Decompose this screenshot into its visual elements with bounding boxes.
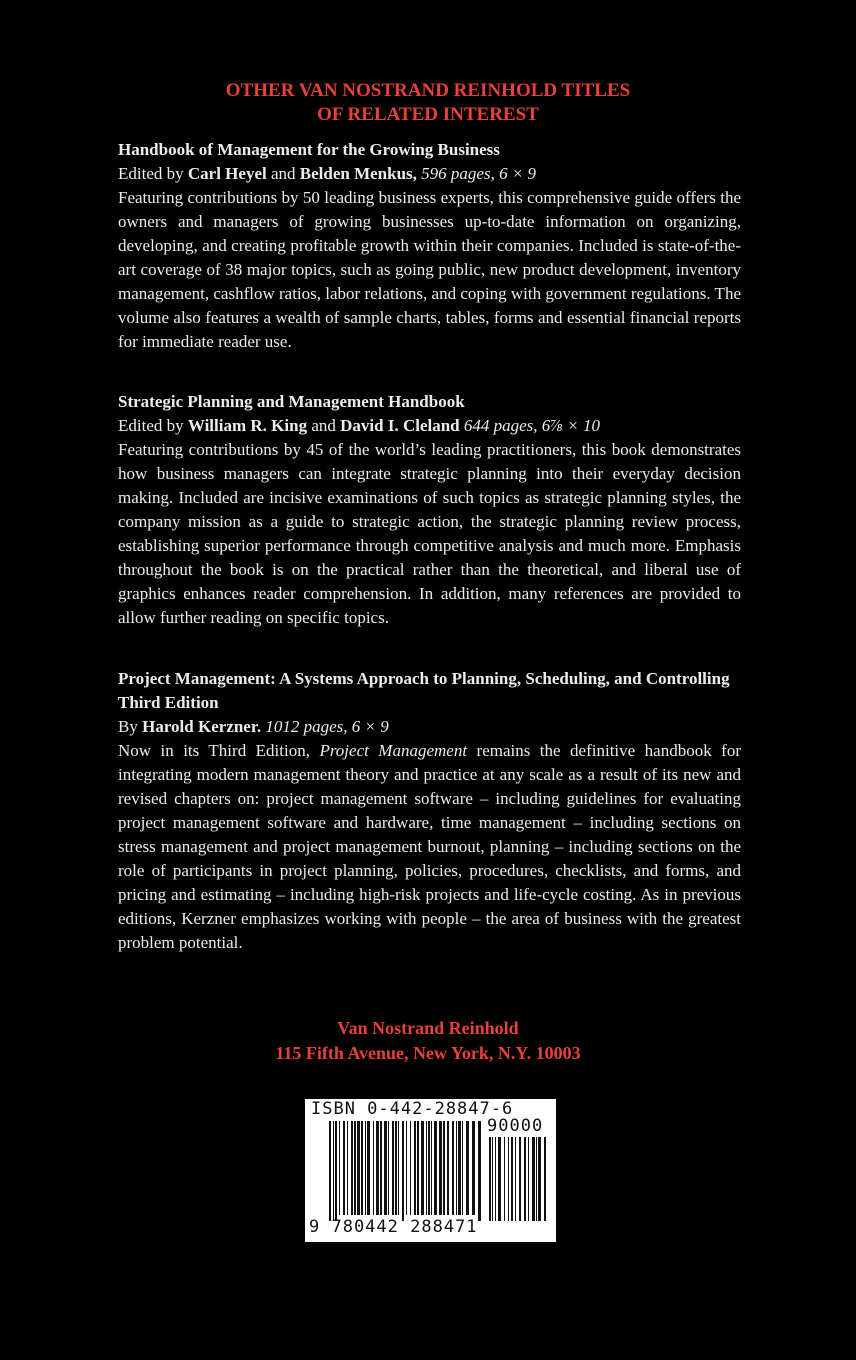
barcode-bar (347, 1121, 348, 1215)
barcode-bar (335, 1121, 337, 1221)
barcode-addon-bar (532, 1137, 535, 1221)
book-title: Project Management: A Systems Approach to Planning, Scheduling, and Controlling (118, 669, 730, 688)
section-heading (0, 79, 856, 127)
barcode-bar (388, 1121, 389, 1215)
barcode-bar (426, 1121, 427, 1215)
barcode-bar (452, 1121, 454, 1215)
book-description: Featuring contributions by 45 of the world’s leading practitioners, this book demonstrates how business managers can integrate strategic planning into their everyday decision making. Included are incisive examinations of such topics as strategic planning styles, the company mission as a guide to strategic action, the strategic planning review process, establishing superior performance through competitive analysis and much more. Emphasis throughout the book is on the practical rather than the theoretical, and liberal use of graphics enhances reader comprehension. In addition, many references are provided to allow further reading on specific topics. (118, 440, 741, 627)
book-byline: Edited by Carl Heyel and Belden Menkus, 596 pages, 6 × 9 (118, 164, 537, 183)
book-byline: By Harold Kerzner. 1012 pages, 6 × 9 (118, 717, 389, 736)
barcode-bar (462, 1121, 463, 1215)
barcode-bar (458, 1121, 461, 1215)
barcode-bar (421, 1121, 424, 1215)
barcode-bar (472, 1121, 475, 1215)
barcode-bar (365, 1121, 366, 1215)
barcode-addon-bar (544, 1137, 546, 1221)
isbn-number: ISBN 0-442-28847-6 (311, 1099, 514, 1119)
barcode-bar (406, 1121, 407, 1215)
barcode-bar (395, 1121, 397, 1215)
barcode-bar (384, 1121, 387, 1215)
book-details: 596 pages, 6 × 9 (416, 164, 537, 183)
barcode-bar (392, 1121, 394, 1215)
price-code: 90000 (487, 1116, 544, 1136)
barcode-bar (361, 1121, 363, 1215)
book-entry-1 (118, 138, 741, 354)
book-description: Now in its Third Edition, Project Management remains the definitive handbook for integrating modern management theory and practice at any scale as a result of its new and revised chapters on: project management software – including guidelines for evaluating project management software and hardware, time management – including sections on stress management and project management burnout, planning – including sections on the role of participants in project planning, policies, procedures, checklists, and forms, and pricing and estimating – including high-risk projects and life-cycle costing. As in previous editions, Kerzner emphasizes working with people – the area of business with the greatest problem potential. (118, 741, 741, 952)
book-title: Strategic Planning and Management Handbook (118, 392, 465, 411)
isbn-barcode (305, 1099, 556, 1242)
book-entry-3 (118, 667, 741, 955)
barcode-addon-bar (538, 1137, 541, 1221)
barcode-bar (380, 1121, 382, 1215)
barcode-addon-bar (504, 1137, 505, 1221)
book-description: Featuring contributions by 50 leading business experts, this comprehensive guide offers the owners and managers of growing businesses up-to-date information on organizing, developing, and creating profitable growth within their companies. Included is state-of-the-art coverage of 38 major topics, such as going public, new product development, inventory management, cashflow ratios, labor relations, and coping with government regulations. The volume also features a wealth of sample charts, tables, forms and essential financial reports for immediate reader use. (118, 188, 741, 351)
barcode-bar (402, 1121, 404, 1221)
publisher-address: 115 Fifth Avenue, New York, N.Y. 10003 (275, 1043, 581, 1063)
barcode-addon-bar (492, 1137, 493, 1221)
barcode-bar (414, 1121, 416, 1215)
barcode-addon-bar (511, 1137, 513, 1221)
barcode-bar (434, 1121, 437, 1215)
barcode-bar (351, 1121, 353, 1215)
barcode-bar (376, 1121, 379, 1215)
barcode-bar (428, 1121, 430, 1215)
book-title: Handbook of Management for the Growing Business (118, 140, 500, 159)
barcode-addon-bar (524, 1137, 526, 1221)
barcode-bar (466, 1121, 469, 1215)
barcode-addon-bar (515, 1137, 516, 1221)
heading-line-1: OTHER VAN NOSTRAND REINHOLD TITLES (225, 80, 631, 101)
barcode-addon-bar (495, 1137, 496, 1221)
barcode-bar (339, 1121, 340, 1215)
book-details: 644 pages, 6⅞ × 10 (459, 416, 601, 435)
barcode-bar (439, 1121, 442, 1215)
barcode-addon-bar (489, 1137, 491, 1221)
barcode-bar (354, 1121, 356, 1215)
ean-number: 9 780442 288471 (309, 1217, 478, 1237)
barcode-bar (329, 1121, 331, 1221)
barcode-bar (357, 1121, 360, 1215)
book-entry-2 (118, 390, 741, 630)
barcode-bar (373, 1121, 374, 1215)
barcode-bar (443, 1121, 445, 1215)
author-name: Harold Kerzner. (142, 717, 262, 736)
barcode-addon-bar (536, 1137, 537, 1221)
barcode-bar (417, 1121, 419, 1215)
barcode-addon-bar (498, 1137, 501, 1221)
barcode-addon-bar (528, 1137, 529, 1221)
book-byline: Edited by William R. King and David I. Cleland 644 pages, 6⅞ × 10 (118, 416, 601, 435)
barcode-bar (398, 1121, 399, 1215)
publisher-block (0, 1016, 856, 1066)
heading-line-2: OF RELATED INTEREST (317, 104, 539, 125)
barcode-bar (478, 1121, 481, 1221)
barcode-bar (367, 1121, 370, 1215)
barcode-addon-bar (508, 1137, 509, 1221)
author-name: Belden Menkus, (299, 164, 417, 183)
author-name: David I. Cleland (340, 416, 460, 435)
book-edition: Third Edition (118, 693, 219, 712)
barcode-bar (431, 1121, 432, 1215)
barcode-bar (456, 1121, 457, 1215)
author-name: Carl Heyel (187, 164, 267, 183)
book-details: 1012 pages, 6 × 9 (261, 717, 389, 736)
barcode-bar (447, 1121, 449, 1215)
barcode-addon-bar (519, 1137, 521, 1221)
book-title-italic: Project Management (319, 741, 468, 760)
barcode-bar (333, 1121, 334, 1221)
barcode-bar (410, 1121, 411, 1215)
barcode-bar (343, 1121, 345, 1215)
author-name: William R. King (187, 416, 308, 435)
publisher-name: Van Nostrand Reinhold (337, 1018, 519, 1038)
